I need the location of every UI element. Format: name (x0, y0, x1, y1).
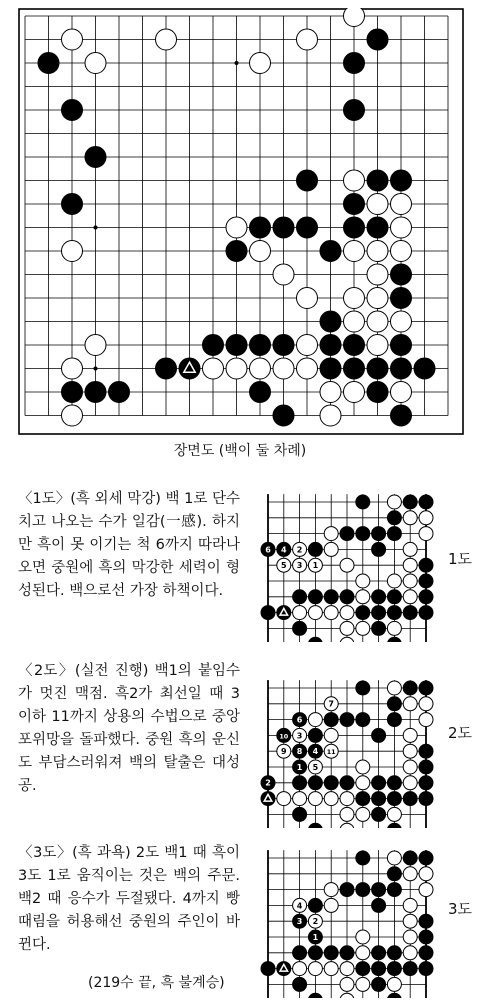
black-stone (156, 358, 177, 379)
white-stone (367, 194, 388, 215)
black-stone (293, 776, 307, 790)
white-stone (308, 962, 322, 976)
black-stone (308, 898, 322, 912)
white-stone (344, 288, 365, 309)
black-stone (38, 53, 59, 74)
white-stone (391, 217, 412, 238)
black-stone (391, 264, 412, 285)
black-stone (297, 170, 318, 191)
star-point (94, 367, 98, 371)
move-number: 4 (296, 901, 303, 911)
black-stone (308, 637, 322, 642)
white-stone (356, 946, 370, 960)
black-stone (367, 358, 388, 379)
black-stone (367, 382, 388, 403)
black-stone (293, 621, 307, 635)
black-stone (387, 993, 401, 998)
white-stone (387, 495, 401, 509)
black-stone (419, 946, 433, 960)
white-stone (367, 311, 388, 332)
white-stone (320, 382, 341, 403)
black-stone (293, 590, 307, 604)
black-stone (367, 217, 388, 238)
black-stone (356, 792, 370, 806)
black-stone (226, 241, 247, 262)
black-stone (403, 962, 417, 976)
white-stone (340, 977, 354, 991)
white-stone (403, 590, 417, 604)
black-stone (387, 590, 401, 604)
white-stone (324, 898, 338, 912)
black-stone (324, 590, 338, 604)
black-stone (372, 962, 386, 976)
game-result: (219수 끝, 흑 불계승) (88, 975, 225, 991)
black-stone (308, 590, 322, 604)
white-stone (387, 977, 401, 991)
white-stone (203, 358, 224, 379)
white-stone (273, 358, 294, 379)
white-stone (156, 29, 177, 50)
white-stone (391, 311, 412, 332)
white-stone (356, 590, 370, 604)
black-stone (250, 382, 271, 403)
black-stone (226, 335, 247, 356)
move-number: 4 (281, 545, 287, 555)
black-stone (356, 962, 370, 976)
black-stone (320, 311, 341, 332)
white-stone (403, 930, 417, 944)
white-stone (293, 792, 307, 806)
black-stone (372, 898, 386, 912)
black-stone (391, 288, 412, 309)
black-stone (340, 883, 354, 897)
black-stone (372, 527, 386, 541)
move-number: 4 (312, 747, 319, 757)
black-stone (387, 946, 401, 960)
white-stone (387, 621, 401, 635)
black-stone (372, 606, 386, 620)
white-stone (356, 776, 370, 790)
white-stone (344, 8, 365, 27)
white-stone (308, 713, 322, 727)
black-stone (324, 946, 338, 960)
black-stone (419, 760, 433, 774)
black-stone (419, 606, 433, 620)
white-stone (391, 194, 412, 215)
black-stone (419, 495, 433, 509)
white-stone (391, 241, 412, 262)
black-stone (356, 713, 370, 727)
black-stone (391, 170, 412, 191)
black-stone (387, 776, 401, 790)
white-stone (403, 542, 417, 556)
white-stone (340, 792, 354, 806)
white-stone (367, 288, 388, 309)
black-stone (261, 962, 275, 976)
black-stone (62, 194, 83, 215)
diagram-2-board (258, 678, 448, 828)
move-number: 1 (312, 932, 319, 942)
commentary-diagram-2: 〈2도〉(실전 진행) 백1의 붙임수가 멋진 맥점. 흑2가 최선일 때 3 이하 11까지 상용의 수법으로 중앙 포위망을 돌파했다. 중원 흑의 운신도 부담스러워져 백의 탈출은 대성공. (18, 663, 240, 794)
star-point (235, 61, 239, 65)
black-stone (297, 217, 318, 238)
black-stone (250, 335, 271, 356)
white-stone (387, 681, 401, 695)
black-stone (308, 993, 322, 998)
black-stone (372, 883, 386, 897)
white-stone (391, 382, 412, 403)
black-stone (340, 776, 354, 790)
black-stone (340, 713, 354, 727)
black-stone (403, 851, 417, 865)
black-stone (403, 792, 417, 806)
black-stone (414, 358, 435, 379)
white-stone (403, 760, 417, 774)
white-stone (367, 335, 388, 356)
black-stone (372, 977, 386, 991)
black-stone (419, 681, 433, 695)
black-stone (419, 851, 433, 865)
black-stone (320, 358, 341, 379)
black-stone (293, 946, 307, 960)
white-stone (340, 621, 354, 635)
white-stone (62, 241, 83, 262)
black-stone (308, 776, 322, 790)
white-stone (403, 776, 417, 790)
white-stone (387, 851, 401, 865)
black-stone (419, 962, 433, 976)
white-stone (226, 217, 247, 238)
white-stone (340, 558, 354, 572)
black-stone (419, 792, 433, 806)
white-stone (85, 335, 106, 356)
black-stone (372, 946, 386, 960)
black-stone (372, 728, 386, 742)
black-stone (387, 606, 401, 620)
white-stone (324, 606, 338, 620)
white-stone (403, 728, 417, 742)
black-stone (109, 382, 130, 403)
white-stone (356, 621, 370, 635)
white-stone (62, 29, 83, 50)
move-number: 1 (296, 762, 303, 772)
move-number: 3 (296, 917, 303, 927)
white-stone (344, 241, 365, 262)
black-stone (387, 823, 401, 828)
move-number: 2 (312, 917, 319, 927)
diagram-1-board (258, 492, 448, 642)
white-stone (324, 728, 338, 742)
white-stone (356, 807, 370, 821)
black-stone (344, 358, 365, 379)
black-stone (387, 511, 401, 525)
move-number: 7 (328, 699, 334, 709)
black-stone (367, 170, 388, 191)
black-stone (273, 335, 294, 356)
white-stone (324, 527, 338, 541)
black-stone (387, 792, 401, 806)
move-number: 1 (312, 561, 319, 571)
black-stone (340, 527, 354, 541)
white-stone (62, 358, 83, 379)
black-stone (62, 100, 83, 121)
white-stone (273, 264, 294, 285)
black-stone (419, 590, 433, 604)
white-stone (403, 914, 417, 928)
white-stone (340, 637, 354, 642)
white-stone (344, 311, 365, 332)
white-stone (419, 883, 433, 897)
black-stone (419, 558, 433, 572)
white-stone (403, 946, 417, 960)
white-stone (226, 358, 247, 379)
black-stone (372, 542, 386, 556)
white-stone (340, 993, 354, 998)
black-stone (344, 335, 365, 356)
white-stone (297, 29, 318, 50)
move-number: 5 (312, 762, 319, 772)
black-stone (387, 527, 401, 541)
white-stone (356, 977, 370, 991)
black-stone (340, 590, 354, 604)
black-stone (356, 606, 370, 620)
black-stone (344, 194, 365, 215)
white-stone (403, 511, 417, 525)
white-stone (297, 335, 318, 356)
diagram-1-label: 1도 (448, 550, 473, 568)
commentary-diagram-3: 〈3도〉(흑 과욕) 2도 백1 때 흑이 3도 1로 움직이는 것은 백의 주문. 백2 때 응수가 두절됐다. 4까지 빵때림을 허용해선 중원의 주인이 바뀐다. (18, 845, 240, 953)
black-stone (372, 776, 386, 790)
white-stone (419, 697, 433, 711)
white-stone (250, 358, 271, 379)
black-stone (403, 606, 417, 620)
black-stone (387, 962, 401, 976)
star-point (94, 226, 98, 230)
white-stone (320, 405, 341, 426)
black-stone (85, 147, 106, 168)
white-stone (403, 574, 417, 588)
black-stone (419, 574, 433, 588)
white-stone (419, 867, 433, 881)
black-stone (403, 681, 417, 695)
move-number: 6 (265, 545, 271, 555)
white-stone (387, 807, 401, 821)
black-stone (387, 637, 401, 642)
white-stone (308, 792, 322, 806)
black-stone (403, 495, 417, 509)
black-stone (293, 807, 307, 821)
white-stone (324, 542, 338, 556)
white-stone (356, 574, 370, 588)
black-stone (273, 405, 294, 426)
white-stone (250, 53, 271, 74)
move-number: 2 (296, 545, 303, 555)
white-stone (250, 241, 271, 262)
black-stone (308, 728, 322, 742)
white-stone (293, 962, 307, 976)
white-stone (403, 898, 417, 912)
white-stone (324, 962, 338, 976)
black-stone (391, 335, 412, 356)
black-stone (308, 542, 322, 556)
black-stone (324, 776, 338, 790)
black-stone (387, 713, 401, 727)
black-stone (308, 823, 322, 828)
white-stone (85, 53, 106, 74)
white-stone (340, 807, 354, 821)
move-number: 8 (296, 747, 303, 757)
black-stone (419, 744, 433, 758)
black-stone (387, 883, 401, 897)
white-stone (340, 962, 354, 976)
main-go-board (18, 8, 464, 436)
white-stone (356, 930, 370, 944)
white-stone (324, 792, 338, 806)
black-stone (344, 100, 365, 121)
black-stone (356, 681, 370, 695)
white-stone (340, 606, 354, 620)
black-stone (308, 946, 322, 960)
black-stone (203, 335, 224, 356)
white-stone (419, 713, 433, 727)
white-stone (419, 511, 433, 525)
white-stone (297, 288, 318, 309)
black-stone (356, 527, 370, 541)
black-stone (356, 495, 370, 509)
black-stone (85, 382, 106, 403)
black-stone (419, 776, 433, 790)
board-caption: 장면도 (백이 둘 차례) (173, 443, 307, 459)
move-number: 3 (296, 561, 303, 571)
black-stone (356, 883, 370, 897)
black-stone (261, 606, 275, 620)
white-stone (277, 792, 291, 806)
white-stone (356, 760, 370, 774)
black-stone (324, 713, 338, 727)
white-stone (324, 883, 338, 897)
black-stone (391, 405, 412, 426)
black-stone (250, 217, 271, 238)
white-stone (403, 867, 417, 881)
white-stone (340, 823, 354, 828)
move-number: 11 (326, 748, 336, 757)
black-stone (320, 335, 341, 356)
black-stone (367, 29, 388, 50)
move-number: 6 (296, 715, 303, 725)
white-stone (62, 405, 83, 426)
black-stone (344, 53, 365, 74)
black-stone (387, 697, 401, 711)
commentary-diagram-1: 〈1도〉(흑 외세 막강) 백 1로 단수치고 나오는 수가 일감(一感). 하지만 흑이 못 이기는 척 6까지 따라나오면 중원에 흑의 막강한 세력이 형성된다. 백으로선 가장 하책이다. (18, 491, 240, 599)
move-number: 9 (281, 747, 287, 757)
black-stone (387, 867, 401, 881)
white-stone (403, 697, 417, 711)
white-stone (344, 382, 365, 403)
move-number: 2 (265, 778, 271, 788)
white-stone (419, 527, 433, 541)
black-stone (273, 217, 294, 238)
black-stone (419, 914, 433, 928)
black-stone (372, 807, 386, 821)
black-stone (340, 946, 354, 960)
black-stone (372, 621, 386, 635)
white-stone (297, 358, 318, 379)
diagram-3-board (258, 848, 448, 998)
diagram-3-label: 3도 (448, 900, 473, 918)
black-stone (62, 382, 83, 403)
move-number: 10 (279, 732, 289, 741)
diagram-2-label: 2도 (448, 724, 473, 742)
white-stone (293, 606, 307, 620)
move-number: 3 (296, 731, 303, 741)
black-stone (419, 930, 433, 944)
black-stone (344, 217, 365, 238)
white-stone (367, 241, 388, 262)
white-stone (308, 606, 322, 620)
black-stone (372, 590, 386, 604)
white-stone (403, 744, 417, 758)
black-stone (293, 977, 307, 991)
black-stone (391, 358, 412, 379)
white-stone (403, 558, 417, 572)
white-stone (344, 170, 365, 191)
white-stone (387, 574, 401, 588)
white-stone (367, 264, 388, 285)
black-stone (320, 241, 341, 262)
black-stone (372, 792, 386, 806)
move-number: 5 (281, 561, 287, 571)
black-stone (356, 851, 370, 865)
